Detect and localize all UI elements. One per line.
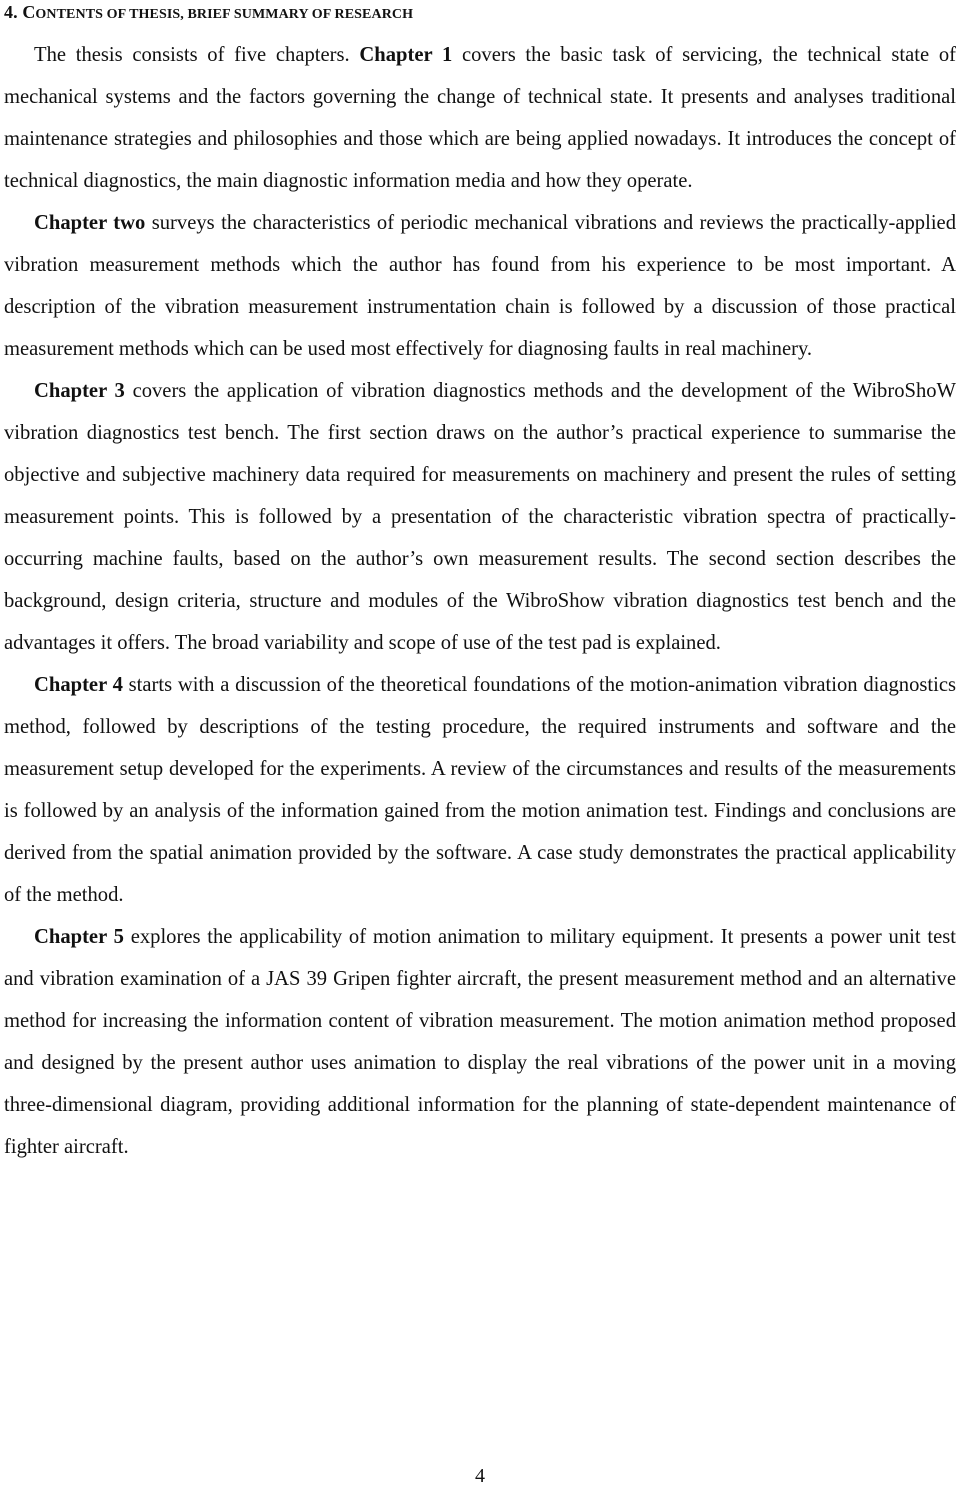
- chapter-label: Chapter 4: [34, 674, 123, 696]
- paragraph-text: starts with a discussion of the theoretical foundations of the motion-animation vibration diagnostics method, followed by descriptions of the testing procedure, the required instruments and software and the measurement setup developed for the experiments. A review of the circumstances and results of the measurements is followed by an analysis of the information gained from the motion animation test. Findings and conclusions are derived from the spatial animation provided by the software. A case study demonstrates the practical applicability of the method.: [4, 674, 956, 906]
- paragraph-text: explores the applicability of motion animation to military equipment. It presents a power unit test and vibration examination of a JAS 39 Gripen fighter aircraft, the present measurement method and an alternative method for increasing the information content of vibration measurement. The motion animation method proposed and designed by the present author uses animation to display the real vibrations of the power unit in a moving three-dimensional diagram, providing additional information for the planning of state-dependent maintenance of fighter aircraft.: [4, 926, 956, 1158]
- section-heading: [4, 0, 956, 27]
- paragraph-text: covers the basic task of servicing, the technical state of mechanical systems and the factors governing the change of technical state. It presents and analyses traditional maintenance strategies and philosophies and those which are being applied nowadays. It introduces the concept of technical diagnostics, the main diagnostic information media and how they operate.: [4, 44, 956, 192]
- chapter-label: Chapter 1: [359, 44, 453, 66]
- page-number: 4: [475, 1465, 485, 1487]
- chapter-label: Chapter two: [34, 212, 146, 234]
- chapter-label: Chapter 3: [34, 380, 125, 402]
- paragraph-chapter-1: [4, 34, 956, 202]
- section-title-rest: ONTENTS OF THESIS, BRIEF SUMMARY OF RESEARCH: [35, 7, 414, 22]
- paragraph-lead: The thesis consists of five chapters.: [34, 44, 360, 66]
- section-title-initial: C: [22, 2, 36, 22]
- paragraph-text: surveys the characteristics of periodic mechanical vibrations and reviews the practically-applied vibration measurement methods which the author has found from his experience to be most important. A description of the vibration measurement instrumentation chain is followed by a discussion of those practical measurement methods which can be used most effectively for diagnosing faults in real machinery.: [4, 212, 956, 360]
- paragraph-chapter-3: [4, 370, 956, 664]
- document-page: [4, 0, 956, 1168]
- paragraph-text: covers the application of vibration diagnostics methods and the development of the WibroShoW vibration diagnostics test bench. The first section draws on the author’s practical experience to summarise the objective and subjective machinery data required for measurements on machinery and present the rules of setting measurement points. This is followed by a presentation of the characteristic vibration spectra of practically-occurring machine faults, based on the author’s own measurement results. The second section describes the background, design criteria, structure and modules of the WibroShow vibration diagnostics test bench and the advantages it offers. The broad variability and scope of use of the test pad is explained.: [4, 380, 956, 654]
- paragraph-chapter-5: [4, 916, 956, 1168]
- chapter-label: Chapter 5: [34, 926, 124, 948]
- section-number: 4.: [4, 2, 18, 22]
- paragraph-chapter-4: [4, 664, 956, 916]
- paragraph-chapter-2: [4, 202, 956, 370]
